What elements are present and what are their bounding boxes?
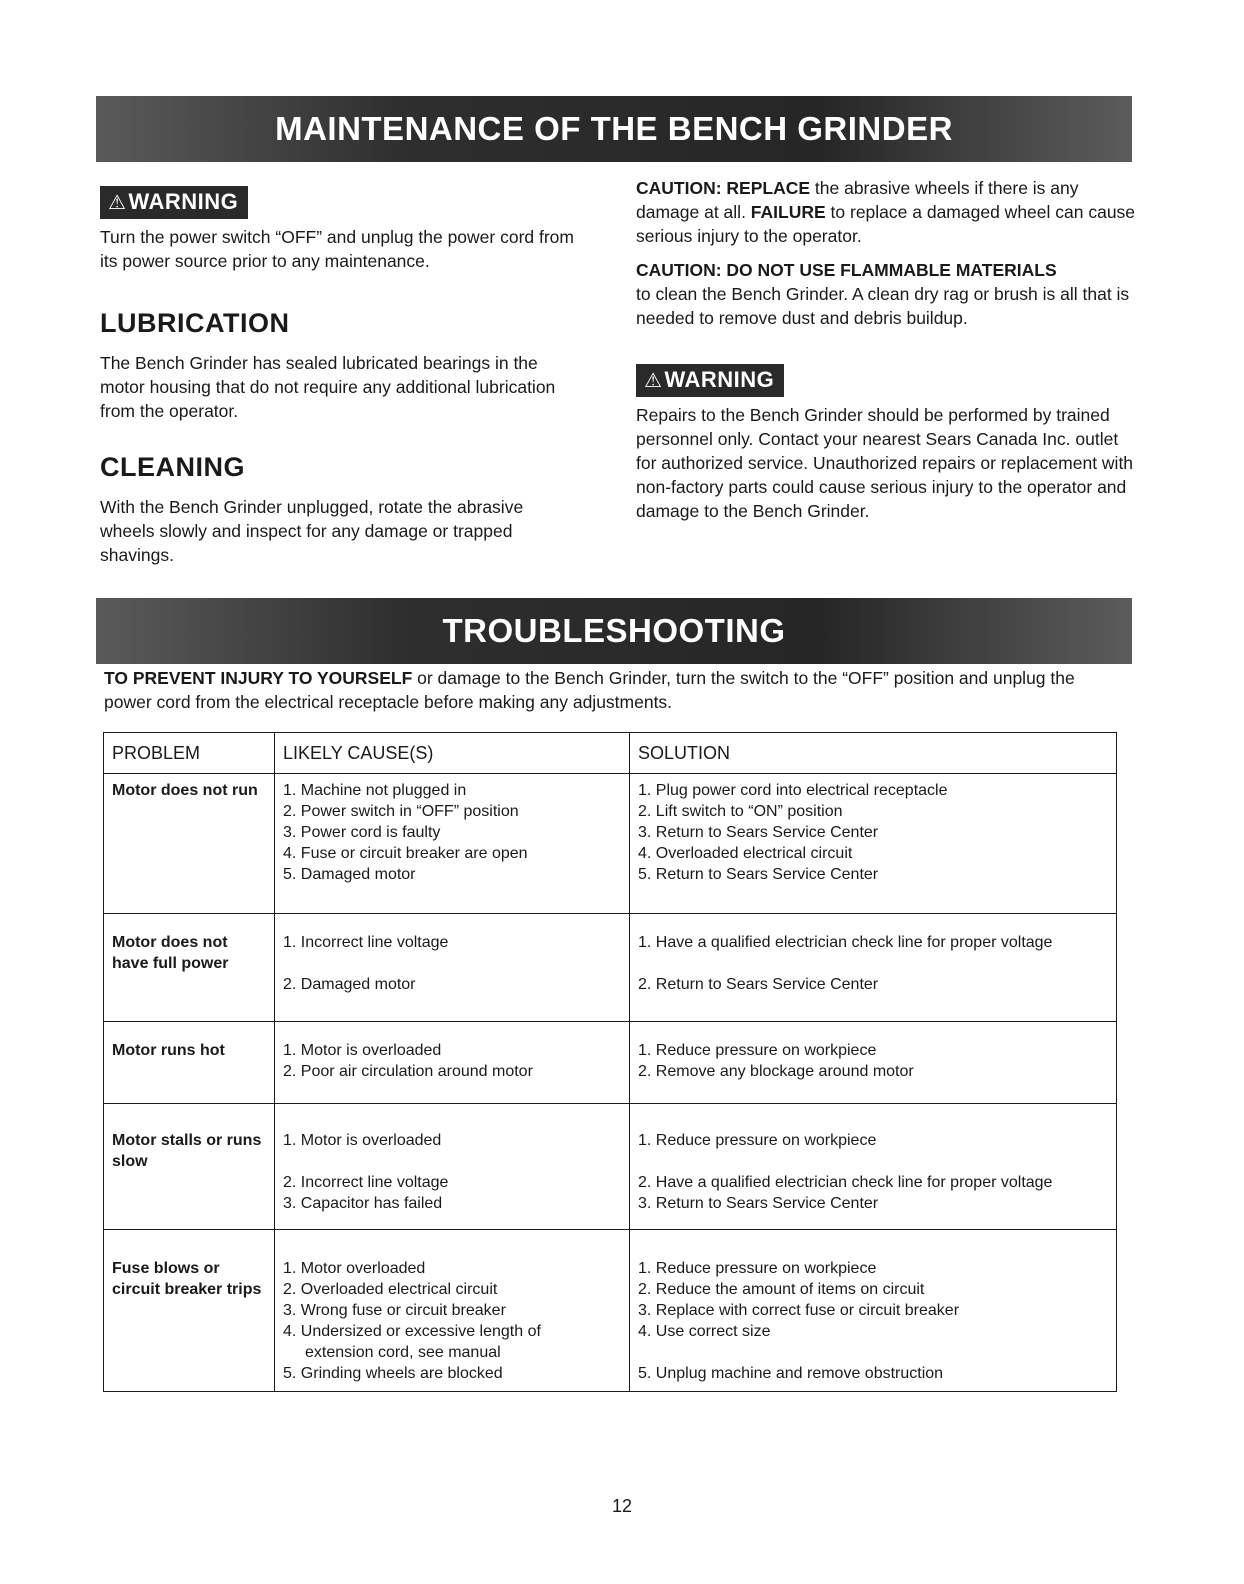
solution-item: 5. Return to Sears Service Center [638, 866, 879, 883]
solutions-cell [630, 1022, 1117, 1104]
table-row [104, 774, 1117, 914]
table-header-row [104, 733, 1117, 774]
problem-cell: Motor does not have full power [104, 914, 275, 1022]
caution-flammable-heading: CAUTION: DO NOT USE FLAMMABLE MATERIALS [636, 260, 1057, 280]
cause-item: 1. Incorrect line voltage [283, 934, 449, 951]
caution-flammable-text: to clean the Bench Grinder. A clean dry rag or brush is all that is needed to remove dust and debris buildup. [636, 284, 1130, 328]
cause-item: 2. Poor air circulation around motor [283, 1063, 533, 1080]
solution-item: 2. Have a qualified electrician check line for proper voltage [638, 1174, 1053, 1191]
cleaning-text: With the Bench Grinder unplugged, rotate the abrasive wheels slowly and inspect for any damage or trapped shavings. [100, 497, 524, 565]
problem-cell: Motor does not run [104, 774, 275, 914]
solution-item: 2. Lift switch to “ON” position [638, 803, 843, 820]
causes-cell [275, 1230, 630, 1392]
solution-item: 4. Use correct size [638, 1323, 771, 1340]
problem-cell: Motor runs hot [104, 1022, 275, 1104]
causes-cell [275, 914, 630, 1022]
problem-cell: Fuse blows or circuit breaker trips [104, 1230, 275, 1392]
cause-item: 4. Undersized or excessive length of [283, 1323, 541, 1340]
warning-badge: ⚠WARNING [100, 186, 248, 219]
solution-item: 3. Replace with correct fuse or circuit breaker [638, 1302, 960, 1319]
solution-item: 4. Overloaded electrical circuit [638, 845, 853, 862]
solution-item: 1. Have a qualified electrician check line for proper voltage [638, 934, 1053, 951]
maintenance-right-column [636, 176, 1136, 523]
solution-item: 2. Remove any blockage around motor [638, 1063, 914, 1080]
cause-item: 1. Motor overloaded [283, 1260, 426, 1277]
cause-item: 4. Fuse or circuit breaker are open [283, 845, 528, 862]
troubleshooting-table [103, 732, 1117, 1392]
cause-item: 1. Motor is overloaded [283, 1132, 442, 1149]
table-row [104, 1022, 1117, 1104]
cause-item: 2. Power switch in “OFF” position [283, 803, 519, 820]
caution-replace-text: CAUTION: REPLACE the abrasive wheels if there is any damage at all. FAILURE to replace a damaged wheel can cause serious injury to the operator. [636, 178, 1136, 246]
cause-item: 2. Overloaded electrical circuit [283, 1281, 498, 1298]
cause-item: 2. Damaged motor [283, 976, 416, 993]
troubleshooting-intro: TO PREVENT INJURY TO YOURSELF or damage to the Bench Grinder, turn the switch to the “OFF” position and unplug the power cord from the electrical receptacle before making any adjustments. [104, 668, 1075, 712]
causes-cell [275, 1104, 630, 1230]
cause-item: 3. Power cord is faulty [283, 824, 441, 841]
solution-item: 3. Return to Sears Service Center [638, 824, 879, 841]
warning-triangle-icon: ⚠ [644, 370, 663, 392]
cause-item: 1. Motor is overloaded [283, 1042, 442, 1059]
table-row [104, 914, 1117, 1022]
lubrication-text: The Bench Grinder has sealed lubricated bearings in the motor housing that do not require any additional lubrication from the operator. [100, 353, 556, 421]
solutions-cell [630, 914, 1117, 1022]
solution-item: 1. Plug power cord into electrical receptacle [638, 782, 948, 799]
cause-item: 5. Grinding wheels are blocked [283, 1365, 503, 1382]
warning-text: Turn the power switch “OFF” and unplug the power cord from its power source prior to any maintenance. [100, 227, 574, 271]
troubleshooting-title: TROUBLESHOOTING [442, 612, 786, 649]
header-solution: SOLUTION [630, 733, 1117, 774]
causes-cell [275, 774, 630, 914]
cause-item-continued: extension cord, see manual [305, 1344, 501, 1361]
solution-item: 3. Return to Sears Service Center [638, 1195, 879, 1212]
cause-item: 2. Incorrect line voltage [283, 1174, 449, 1191]
warning-repairs-text: Repairs to the Bench Grinder should be performed by trained personnel only. Contact your nearest Sears Canada Inc. outlet for authorized service. Unauthorized repairs or replacement with non-factory parts could cause serious injury to the operator and damage to the Bench Grinder. [636, 405, 1134, 521]
solutions-cell [630, 1104, 1117, 1230]
solution-item: 2. Reduce the amount of items on circuit [638, 1281, 925, 1298]
table-row [104, 1104, 1117, 1230]
maintenance-left-column [100, 186, 580, 567]
cause-item: 3. Wrong fuse or circuit breaker [283, 1302, 506, 1319]
header-problem: PROBLEM [104, 733, 275, 774]
page-number: 12 [611, 1496, 633, 1516]
maintenance-banner [96, 96, 1132, 162]
header-causes: LIKELY CAUSE(S) [275, 733, 630, 774]
solutions-cell [630, 1230, 1117, 1392]
cause-item: 1. Machine not plugged in [283, 782, 467, 799]
solution-item: 1. Reduce pressure on workpiece [638, 1132, 877, 1149]
solutions-cell [630, 774, 1117, 914]
cleaning-heading: CLEANING [100, 452, 245, 482]
warning-badge: ⚠WARNING [636, 364, 784, 397]
solution-item: 5. Unplug machine and remove obstruction [638, 1365, 944, 1382]
solution-item: 2. Return to Sears Service Center [638, 976, 879, 993]
maintenance-title: MAINTENANCE OF THE BENCH GRINDER [275, 110, 953, 147]
solution-item: 1. Reduce pressure on workpiece [638, 1042, 877, 1059]
causes-cell [275, 1022, 630, 1104]
lubrication-heading: LUBRICATION [100, 308, 290, 338]
solution-item: 1. Reduce pressure on workpiece [638, 1260, 877, 1277]
warning-triangle-icon: ⚠ [108, 192, 127, 214]
table-row [104, 1230, 1117, 1392]
problem-cell: Motor stalls or runs slow [104, 1104, 275, 1230]
cause-item: 5. Damaged motor [283, 866, 416, 883]
cause-item: 3. Capacitor has failed [283, 1195, 443, 1212]
troubleshooting-banner [96, 598, 1132, 664]
